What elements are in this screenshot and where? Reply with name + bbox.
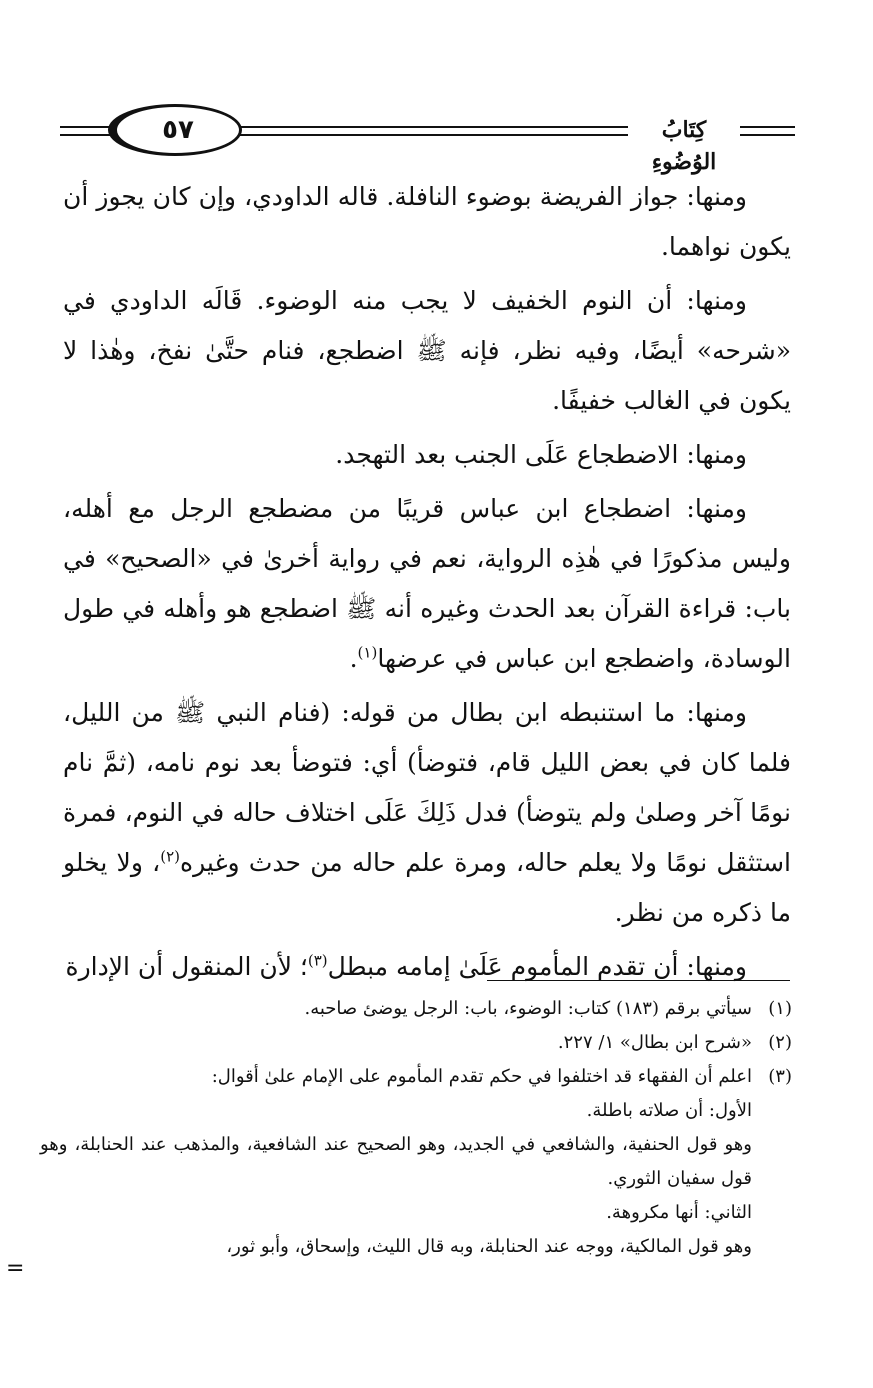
footnote-text: اعلم أن الفقهاء قد اختلفوا في حكم تقدم المأموم على الإمام علىٰ أقوال: <box>211 1066 752 1087</box>
paragraph-text: ومنها: ما استنبطه ابن بطال من قوله: (فنام النبي ﷺ من الليل، فلما كان في بعض الليل قام، فتوضأ) أي: فتوضأ بعد نوم نامه، (ثمَّ نام نومًا آخر وصلىٰ ولم يتوضأ) فدل ذَلِكَ عَلَى اختلاف حاله في النوم، فمرة استثقل نومًا ولا يعلم حاله، ومرة علم حاله من حدث وغيره <box>63 698 791 877</box>
paragraph-text: ؛ لأن المنقول أن الإدارة <box>65 952 308 981</box>
footnote-separator <box>487 980 790 981</box>
header-rule <box>228 126 628 128</box>
paragraph <box>63 484 791 684</box>
footnote-ref[interactable]: (١) <box>357 643 378 662</box>
paragraph-text: ، ولا يخلو ما ذكره من نظر. <box>63 848 791 927</box>
footnote-line: الثاني: أنها مكروهة. <box>606 1202 752 1223</box>
footnote-number: (١) <box>768 998 792 1019</box>
main-text <box>63 172 791 996</box>
paragraph: ومنها: جواز الفريضة بوضوء النافلة. قاله الداودي، وإن كان يجوز أن يكون نواهما. <box>63 182 791 261</box>
header-rule <box>228 134 628 136</box>
footnote <box>40 1060 792 1094</box>
footnote-number: (٢) <box>768 1032 792 1053</box>
footnote <box>40 992 792 1026</box>
footnote-text: «شرح ابن بطال» ١/ ٢٢٧. <box>557 1032 752 1053</box>
footnote-line: الأول: أن صلاته باطلة. <box>586 1100 752 1121</box>
header-rule <box>740 126 795 128</box>
page-header <box>60 100 795 175</box>
footnote-ref[interactable]: (٢) <box>160 847 181 866</box>
paragraph: ومنها: أن النوم الخفيف لا يجب منه الوضوء. قَالَه الداودي في «شرحه» أيضًا، وفيه نظر، فإنه ﷺ اضطجع، فنام حتَّىٰ نفخ، وهٰذا لا يكون في الغالب خفيفًا. <box>63 286 791 415</box>
footnote-number: (٣) <box>768 1066 792 1087</box>
footnote-line: وهو قول المالكية، ووجه عند الحنابلة، وبه قال الليث، وإسحاق، وأبو ثور، <box>226 1236 752 1257</box>
footnote-line: وهو قول الحنفية، والشافعي في الجديد، وهو الصحيح عند الشافعية، والمذهب عند الحنابلة، وهو قول سفيان الثوري. <box>40 1134 752 1189</box>
footnote <box>40 1026 792 1060</box>
continued-mark: = <box>6 1256 25 1281</box>
paragraph-text: . <box>349 644 358 673</box>
paragraph-text: ومنها: أن تقدم المأموم عَلَىٰ إمامه مبطل <box>327 952 747 981</box>
running-title: كِتَابُ الوُضُوءِ <box>651 117 717 175</box>
paragraph <box>63 942 791 992</box>
footnote-ref[interactable]: (٣) <box>307 951 328 970</box>
footnote-text: سيأتي برقم (١٨٣) كتاب: الوضوء، باب: الرجل يوضئ صاحبه. <box>304 998 752 1019</box>
paragraph: ومنها: الاضطجاع عَلَى الجنب بعد التهجد. <box>335 440 747 469</box>
page-number: ٥٧ <box>108 104 242 156</box>
paragraph-text: ومنها: اضطجاع ابن عباس قريبًا من مضطجع الرجل مع أهله، وليس مذكورًا في هٰذِه الرواية، نعم في رواية أخرىٰ في «الصحيح» في باب: قراءة القرآن بعد الحدث وغيره أنه ﷺ اضطجع هو وأهله في طول الوسادة، واضطجع ابن عباس في عرضها <box>63 494 791 673</box>
footnotes <box>40 992 792 1264</box>
header-rule <box>740 134 795 136</box>
paragraph <box>63 688 791 938</box>
